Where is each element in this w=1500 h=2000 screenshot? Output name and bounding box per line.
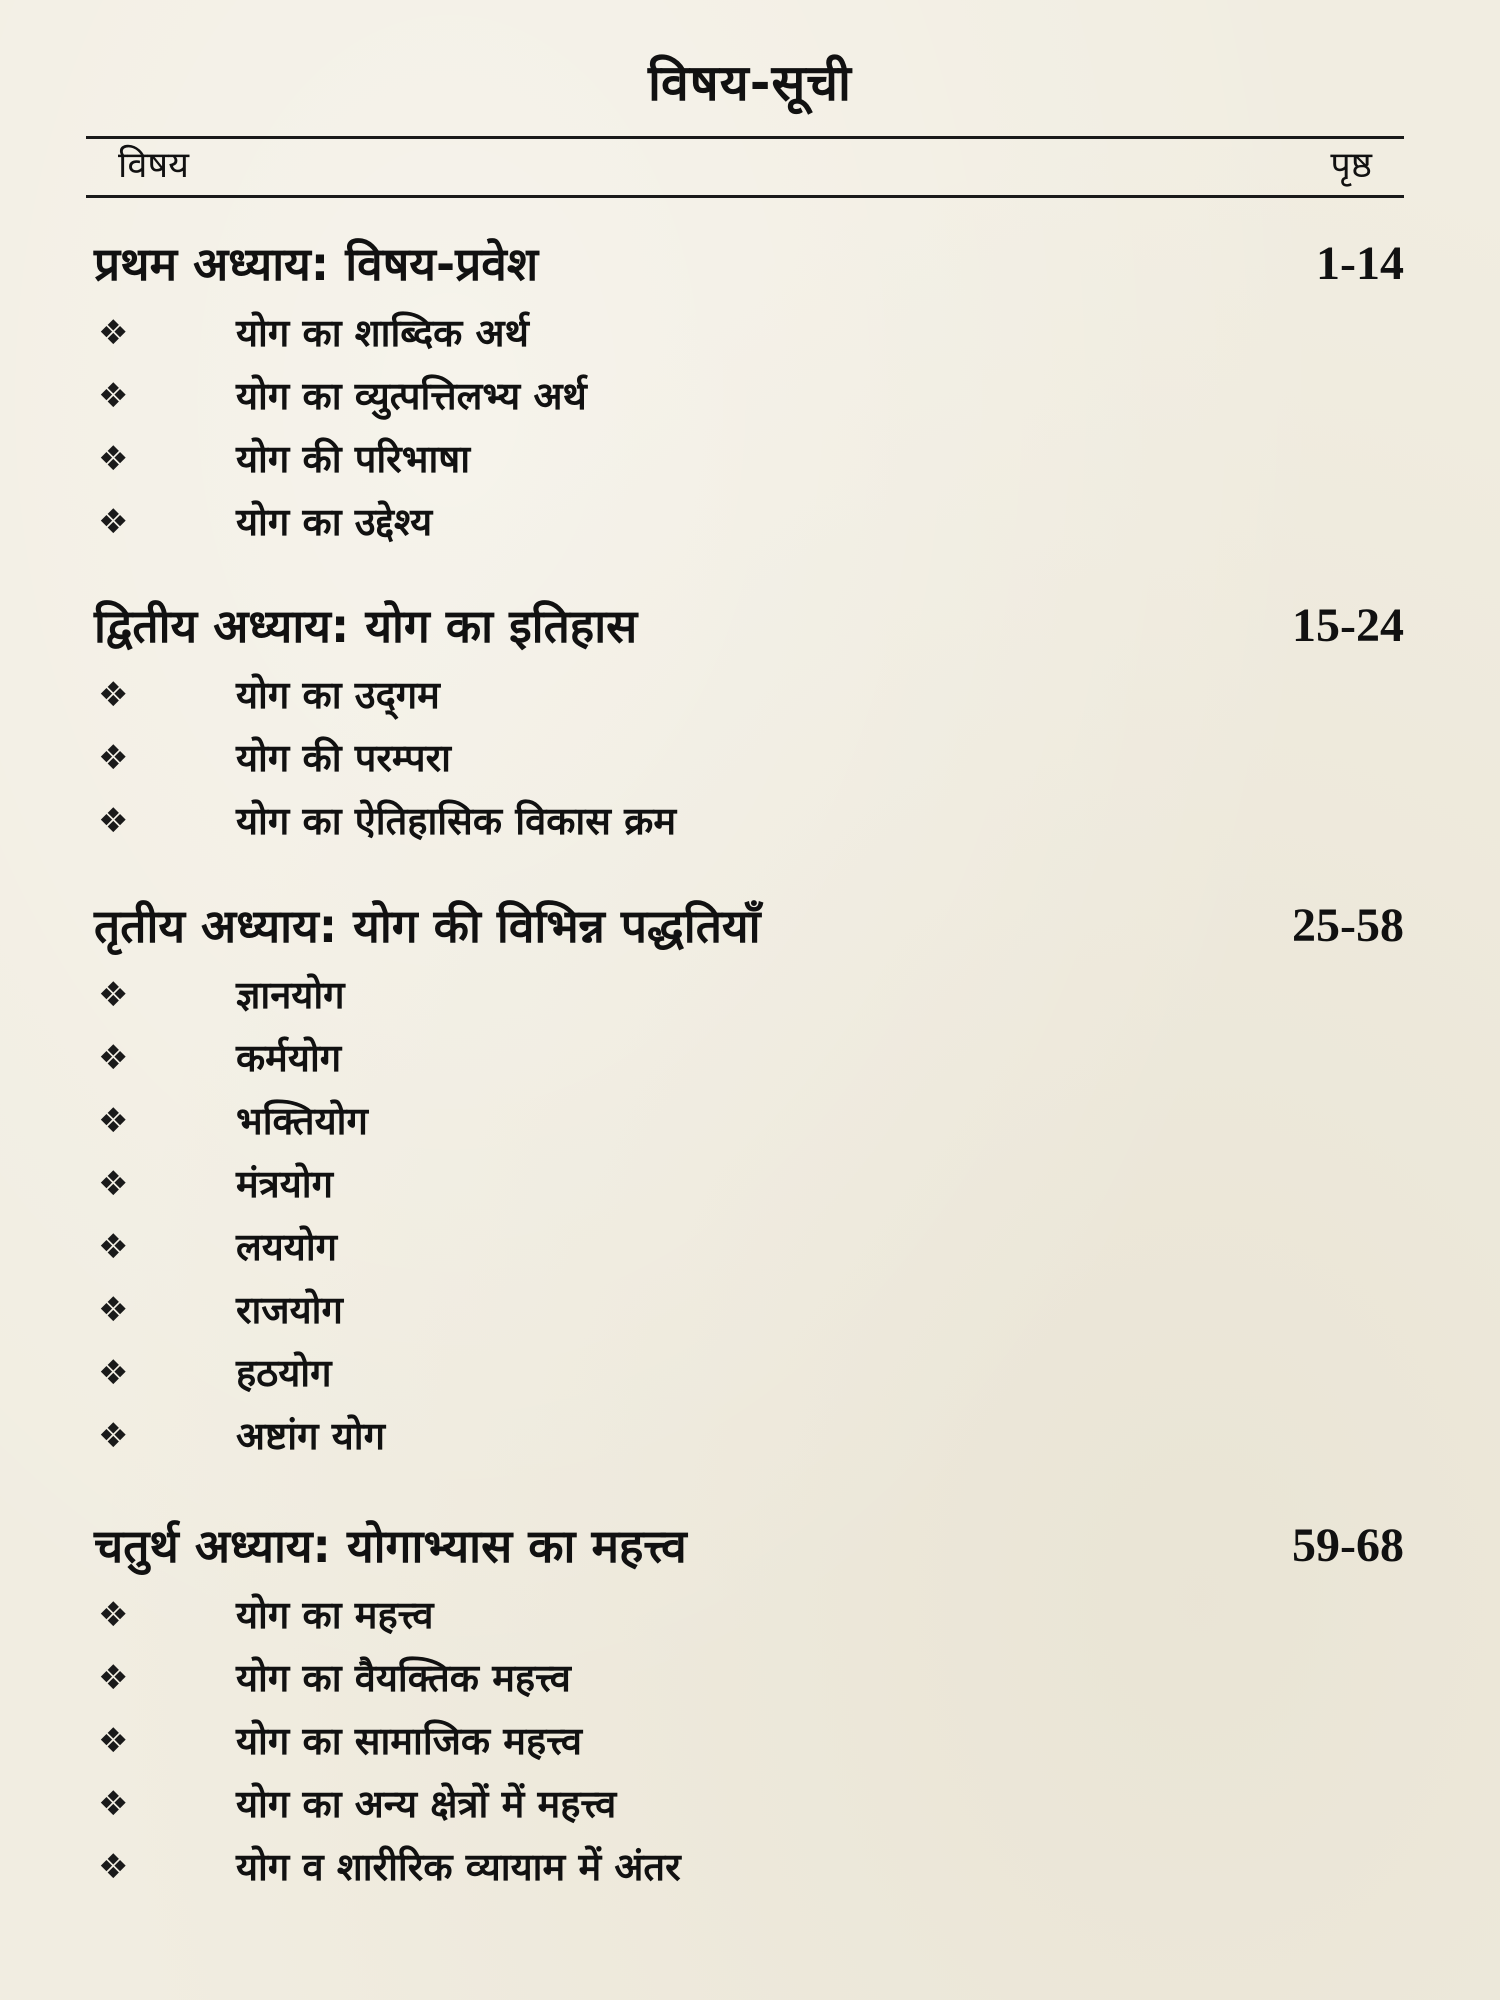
- column-header-row: [86, 140, 1404, 192]
- chapter-4: [86, 1508, 1404, 1899]
- chapter-2: [86, 588, 1404, 853]
- topic-label: राजयोग: [236, 1288, 343, 1332]
- diamond-bullet-icon: ❖: [98, 675, 129, 715]
- diamond-bullet-icon: ❖: [98, 1290, 129, 1330]
- chapter-heading: [86, 888, 1404, 964]
- topic-label: योग का महत्त्व: [236, 1593, 434, 1637]
- topic-label: कर्मयोग: [236, 1036, 342, 1080]
- header-top-rule: [86, 136, 1404, 139]
- topic-label: योग का ऐतिहासिक विकास क्रम: [236, 799, 677, 843]
- topic-list: [86, 964, 1404, 1468]
- list-item: [86, 1405, 1404, 1468]
- header-bottom-rule: [86, 195, 1404, 198]
- diamond-bullet-icon: ❖: [98, 502, 129, 542]
- diamond-bullet-icon: ❖: [98, 1784, 129, 1824]
- chapter-title: द्वितीय अध्याय: योग का इतिहास: [94, 599, 638, 653]
- diamond-bullet-icon: ❖: [98, 1416, 129, 1456]
- diamond-bullet-icon: ❖: [98, 439, 129, 479]
- diamond-bullet-icon: ❖: [98, 975, 129, 1015]
- topic-label: भक्तियोग: [236, 1099, 368, 1143]
- chapter-page-range: 1-14: [1316, 237, 1404, 290]
- list-item: [86, 365, 1404, 428]
- list-item: [86, 790, 1404, 853]
- list-item: [86, 727, 1404, 790]
- topic-label: योग का व्युत्पत्तिलभ्य अर्थ: [236, 374, 587, 418]
- diamond-bullet-icon: ❖: [98, 1101, 129, 1141]
- topic-label: योग का शाब्दिक अर्थ: [236, 311, 529, 355]
- diamond-bullet-icon: ❖: [98, 801, 129, 841]
- page-column-header: पृष्ठ: [1330, 145, 1372, 186]
- list-item: [86, 1584, 1404, 1647]
- list-item: [86, 1647, 1404, 1710]
- list-item: [86, 964, 1404, 1027]
- diamond-bullet-icon: ❖: [98, 1847, 129, 1887]
- chapter-title: चतुर्थ अध्याय: योगाभ्यास का महत्त्व: [94, 1519, 687, 1573]
- topic-label: हठयोग: [236, 1351, 332, 1395]
- chapter-title: तृतीय अध्याय: योग की विभिन्न पद्धतियाँ: [94, 899, 761, 953]
- diamond-bullet-icon: ❖: [98, 1164, 129, 1204]
- topic-label: योग का सामाजिक महत्त्व: [236, 1719, 583, 1763]
- topic-label: योग की परिभाषा: [236, 437, 471, 481]
- chapter-1: [86, 226, 1404, 554]
- topic-list: [86, 664, 1404, 853]
- topic-label: योग की परम्परा: [236, 736, 451, 780]
- topic-label: योग व शारीरिक व्यायाम में अंतर: [236, 1845, 681, 1889]
- diamond-bullet-icon: ❖: [98, 738, 129, 778]
- list-item: [86, 302, 1404, 365]
- topic-label: योग का उद्‌गम: [236, 673, 440, 717]
- diamond-bullet-icon: ❖: [98, 1658, 129, 1698]
- topic-label: योग का अन्य क्षेत्रों में महत्त्व: [236, 1782, 617, 1826]
- list-item: [86, 1216, 1404, 1279]
- topic-label: लययोग: [236, 1225, 338, 1269]
- diamond-bullet-icon: ❖: [98, 1038, 129, 1078]
- list-item: [86, 1710, 1404, 1773]
- topic-list: [86, 302, 1404, 554]
- list-item: [86, 1153, 1404, 1216]
- chapter-heading: [86, 588, 1404, 664]
- diamond-bullet-icon: ❖: [98, 376, 129, 416]
- chapter-title: प्रथम अध्याय: विषय-प्रवेश: [94, 237, 539, 291]
- list-item: [86, 1773, 1404, 1836]
- list-item: [86, 1027, 1404, 1090]
- diamond-bullet-icon: ❖: [98, 313, 129, 353]
- topic-label: ज्ञानयोग: [236, 973, 345, 1017]
- topic-list: [86, 1584, 1404, 1899]
- list-item: [86, 1279, 1404, 1342]
- list-item: [86, 1090, 1404, 1153]
- topic-label: अष्टांग योग: [236, 1414, 385, 1458]
- diamond-bullet-icon: ❖: [98, 1353, 129, 1393]
- page-title: विषय-सूची: [648, 54, 852, 112]
- chapter-heading: [86, 226, 1404, 302]
- topic-label: मंत्रयोग: [236, 1162, 333, 1206]
- topic-label: योग का वैयक्तिक महत्त्व: [236, 1656, 571, 1700]
- chapter-page-range: 25-58: [1292, 899, 1404, 952]
- list-item: [86, 491, 1404, 554]
- list-item: [86, 1342, 1404, 1405]
- chapter-page-range: 59-68: [1292, 1519, 1404, 1572]
- chapter-3: [86, 888, 1404, 1468]
- topic-label: योग का उद्देश्य: [236, 500, 433, 544]
- chapter-page-range: 15-24: [1292, 599, 1404, 652]
- chapter-heading: [86, 1508, 1404, 1584]
- diamond-bullet-icon: ❖: [98, 1721, 129, 1761]
- list-item: [86, 428, 1404, 491]
- subject-column-header: विषय: [118, 145, 190, 186]
- list-item: [86, 1836, 1404, 1899]
- diamond-bullet-icon: ❖: [98, 1227, 129, 1267]
- list-item: [86, 664, 1404, 727]
- diamond-bullet-icon: ❖: [98, 1595, 129, 1635]
